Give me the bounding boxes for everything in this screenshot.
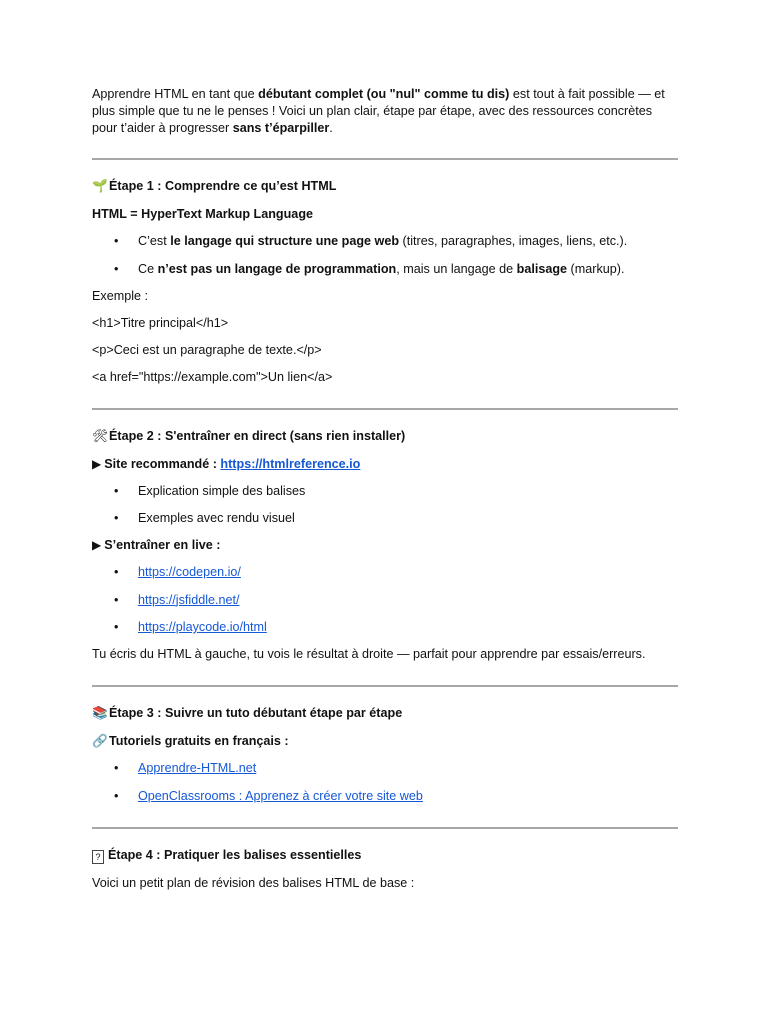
bullet-icon: • — [114, 761, 119, 775]
htmlreference-link[interactable]: https://htmlreference.io — [220, 456, 361, 471]
bullet-icon: • — [114, 620, 119, 634]
live-practice-label: ▶ S’entraîner en live : — [92, 538, 221, 552]
html-definition: HTML = HyperText Markup Language — [92, 207, 314, 221]
bullet-icon: • — [114, 788, 119, 803]
list-item: • Explication simple des balises — [114, 483, 306, 498]
playcode-link[interactable]: https://playcode.io/html — [138, 620, 267, 634]
step4-heading — [92, 847, 678, 864]
play-arrow-icon: ▶ — [92, 456, 102, 471]
bullet-icon: • — [114, 592, 119, 607]
list-item: • C’est le langage qui structure une page web (titres, paragraphes, images, liens, etc.). — [114, 234, 628, 248]
bullet-icon: • — [114, 234, 119, 248]
section-divider — [92, 685, 678, 687]
section-divider — [92, 827, 678, 829]
step4-title: Étape 4 : Pratiquer les balises essentielles — [108, 847, 362, 862]
bullet-icon: • — [114, 261, 119, 276]
code-line: <a href="https://example.com">Un lien</a> — [92, 369, 333, 384]
example-label: Exemple : — [92, 288, 148, 303]
intro-bold: débutant complet (ou "nul" comme tu dis) — [258, 87, 510, 101]
books-icon: 📚 — [92, 706, 108, 720]
tutorials-list — [92, 760, 678, 805]
list-item: • Ce n’est pas un langage de programmation, mais un langage de balisage (markup). — [114, 261, 625, 276]
intro-bold: sans t’éparpiller — [232, 121, 330, 135]
hammer-wrench-icon: 🛠 — [92, 428, 108, 443]
intro-paragraph — [92, 86, 678, 137]
intro-text: est tout à fait possible — et plus simple que tu ne le penses ! Voici un plan clair, étape par étape, avec des ressources concrètes pour t’aider à progresser — [92, 87, 665, 135]
bullet-icon: • — [114, 565, 119, 579]
step3-heading — [92, 705, 678, 722]
site-features-list — [92, 483, 678, 528]
step1-title: Étape 1 : Comprendre ce qu’est HTML — [109, 179, 337, 193]
step2-title: Étape 2 : S'entraîner en direct (sans rien installer) — [109, 428, 406, 443]
play-arrow-icon: ▶ — [92, 538, 102, 552]
section-divider — [92, 158, 678, 160]
list-item — [92, 619, 678, 636]
codepen-link[interactable]: https://codepen.io/ — [138, 565, 241, 579]
code-line: <p>Ceci est un paragraphe de texte.</p> — [92, 342, 322, 357]
list-item — [92, 760, 678, 777]
step3-title: Étape 3 : Suivre un tuto débutant étape par étape — [109, 706, 403, 720]
jsfiddle-link[interactable]: https://jsfiddle.net/ — [138, 592, 240, 607]
step2-heading — [92, 428, 678, 445]
bullet-icon: • — [114, 511, 119, 525]
section-divider — [92, 408, 678, 410]
step1-heading — [92, 178, 678, 195]
document-page — [92, 86, 678, 902]
list-item — [92, 788, 678, 805]
list-item: • Exemples avec rendu visuel — [114, 511, 295, 525]
step4-text: Voici un petit plan de révision des balises HTML de base : — [92, 875, 415, 890]
apprendre-html-link[interactable]: Apprendre-HTML.net — [138, 761, 257, 775]
step1-list — [92, 233, 678, 278]
intro-text: Apprendre HTML en tant que — [92, 87, 259, 101]
tutorials-label: 🔗Tutoriels gratuits en français : — [92, 734, 289, 748]
code-line: <h1>Titre principal</h1> — [92, 315, 229, 330]
list-item — [92, 564, 678, 581]
intro-text: . — [329, 121, 333, 135]
live-links-list — [92, 564, 678, 636]
bullet-icon: • — [114, 483, 119, 498]
seedling-icon: 🌱 — [92, 179, 108, 193]
link-icon: 🔗 — [92, 734, 108, 748]
recommended-site: ▶ Site recommandé : https://htmlreference.io — [92, 456, 361, 471]
openclassrooms-link[interactable]: OpenClassrooms : Apprenez à créer votre site web — [138, 788, 423, 803]
step2-note: Tu écris du HTML à gauche, tu vois le résultat à droite — parfait pour apprendre par essais/erreurs. — [92, 647, 646, 661]
missing-glyph-icon: ? — [92, 850, 104, 864]
list-item — [92, 592, 678, 609]
